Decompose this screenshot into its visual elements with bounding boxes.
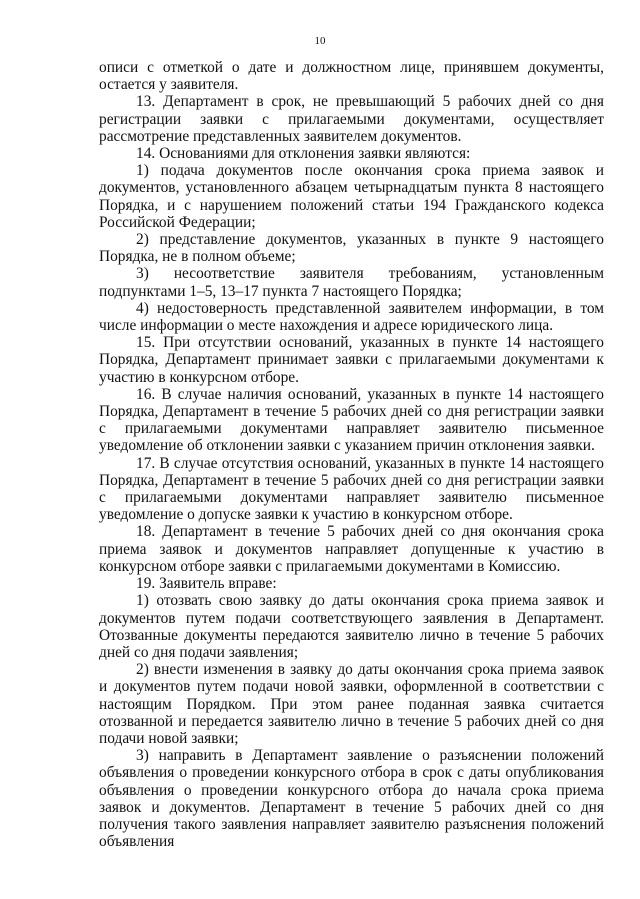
paragraph-19-item-2: 2) внести изменения в заявку до даты окончания срока приема заявок и документов путем подачи новой заявки, оформленной в соответствии с настоящим Порядком. При этом ранее поданная заявка считается отозванной и передается заявителю лично в течение 5 рабочих дней со дня подачи новой заявки; [99,661,604,747]
paragraph-17: 17. В случае отсутствия оснований, указанных в пункте 14 настоящего Порядка, Департамент в течение 5 рабочих дней со дня регистрации заявки с прилагаемыми документами направляет заявителю письменное уведомление о допуске заявки к участию в конкурсном отборе. [99,454,604,524]
paragraph-14: 14. Основаниями для отклонения заявки являются: [136,145,471,163]
paragraph-18: 18. Департамент в течение 5 рабочих дней со дня окончания срока приема заявок и документов направляет допущенные к участию в конкурсном отборе заявки с прилагаемыми документами в Комиссию. [99,523,604,575]
paragraph-19: 19. Заявитель вправе: [136,575,277,593]
document-body [99,59,604,850]
paragraph-14-item-3: 3) несоответствие заявителя требованиям, установленным подпунктами 1–5, 13–17 пункта 7 настоящего Порядка; [99,265,604,300]
paragraph-16: 16. В случае наличия оснований, указанных в пункте 14 настоящего Порядка, Департамент в течение 5 рабочих дней со дня регистрации заявки с прилагаемыми документами направляет заявителю письменное уведомление об отклонении заявки с указанием причин отклонения заявки. [99,385,604,455]
paragraph-14-item-2: 2) представление документов, указанных в пункте 9 настоящего Порядка, не в полном объеме; [99,231,604,266]
paragraph-19-item-3: 3) направить в Департамент заявление о разъяснении положений объявления о проведении конкурсного отбора в срок с даты опубликования объявления о проведении конкурсного отбора до начала срока приема заявок и документов. Департамент в течение 5 рабочих дней со дня получения такого заявления направляет заявителю разъяснения положений объявления [99,747,604,851]
paragraph-15: 15. При отсутствии оснований, указанных в пункте 14 настоящего Порядка, Департамент принимает заявки с прилагаемыми документами к участию в конкурсном отборе. [99,334,604,386]
paragraph-14-item-1: 1) подача документов после окончания срока приема заявок и документов, установленного абзацем четырнадцатым пункта 8 настоящего Порядка, и с нарушением положений статьи 194 Гражданского кодекса Российской Федерации; [99,162,604,231]
paragraph: описи с отметкой о дате и должностном лице, принявшем документы, остается у заявителя. [99,59,604,94]
paragraph-14-item-4: 4) недостоверность представленной заявителем информации, в том числе информации о месте нахождения и адресе юридического лица. [99,299,604,335]
paragraph-19-item-1: 1) отозвать свою заявку до даты окончания срока приема заявок и документов путем подачи соответствующего заявления в Департамент. Отозванные документы передаются заявителю лично в течение 5 рабочих дней со дня подачи заявления; [99,592,604,661]
page-number: 10 [314,35,326,47]
paragraph-13: 13. Департамент в срок, не превышающий 5 рабочих дней со дня регистрации заявки с прилагаемыми документами, осуществляет рассмотрение представленных заявителем документов. [99,93,604,145]
